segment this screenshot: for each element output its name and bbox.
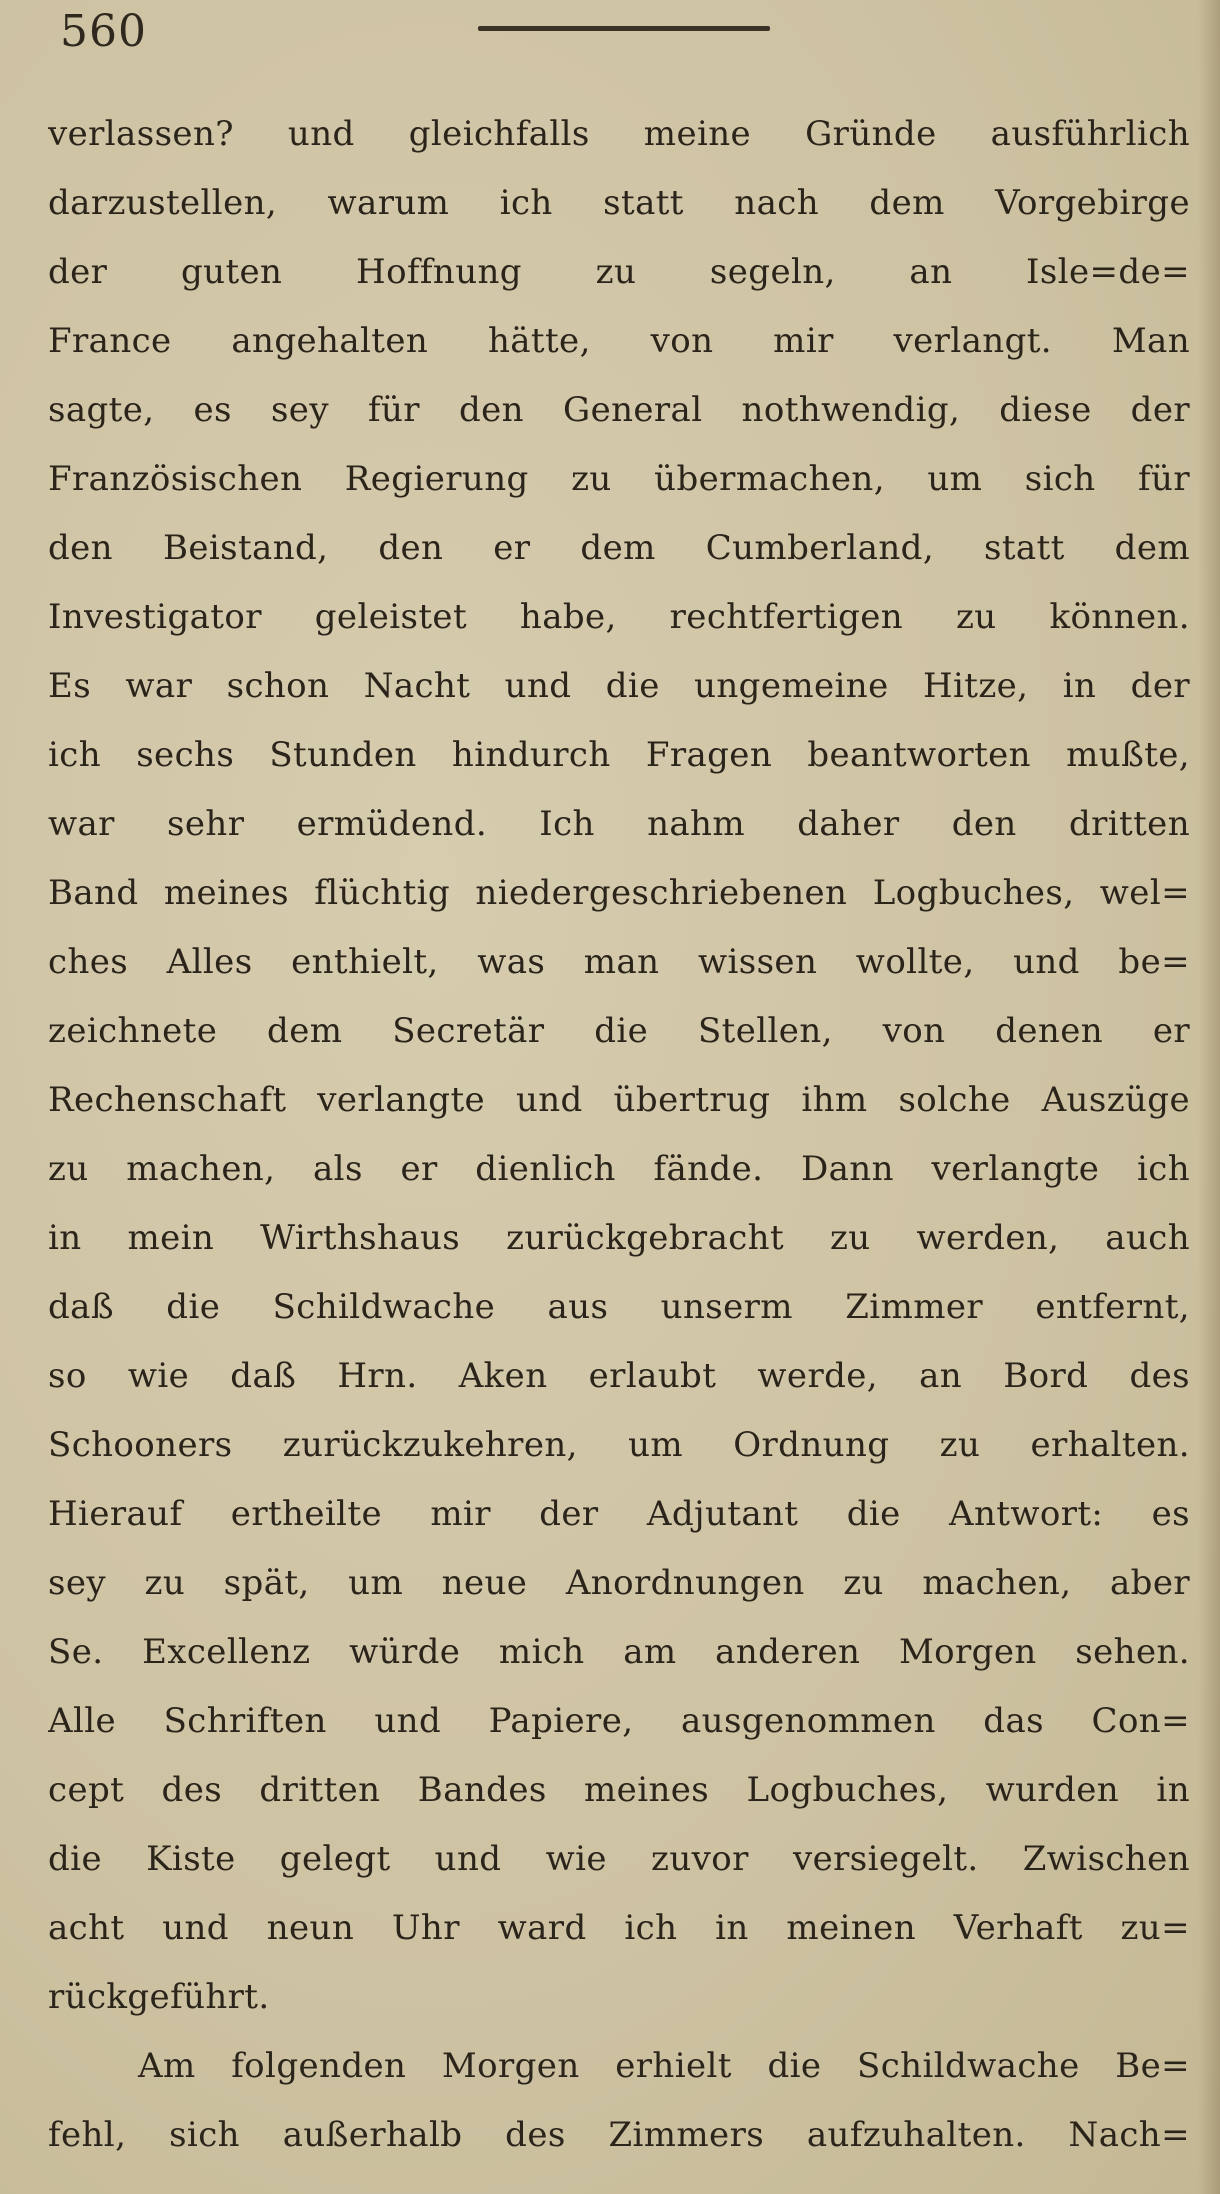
page-number: 560 bbox=[60, 6, 147, 57]
body-text bbox=[48, 100, 1190, 2170]
text-line: Französischen Regierung zu übermachen, um sich für bbox=[48, 459, 1190, 499]
text-line: France angehalten hätte, von mir verlangt. Man bbox=[48, 321, 1190, 361]
text-line: Alle Schriften und Papiere, ausgenommen das Con= bbox=[48, 1701, 1190, 1741]
text-line: Investigator geleistet habe, rechtfertigen zu können. bbox=[48, 597, 1190, 637]
text-line: Rechenschaft verlangte und übertrug ihm solche Auszüge bbox=[48, 1080, 1190, 1120]
text-line: daß die Schildwache aus unserm Zimmer entfernt, bbox=[48, 1287, 1190, 1327]
text-line: fehl, sich außerhalb des Zimmers aufzuhalten. Nach= bbox=[48, 2115, 1190, 2155]
text-line: war sehr ermüdend. Ich nahm daher den dritten bbox=[48, 804, 1190, 844]
text-line: sey zu spät, um neue Anordnungen zu machen, aber bbox=[48, 1563, 1190, 1603]
text-line: zu machen, als er dienlich fände. Dann verlangte ich bbox=[48, 1149, 1190, 1189]
text-line: verlassen? und gleichfalls meine Gründe ausführlich bbox=[48, 114, 1190, 154]
text-line-paragraph-end: rückgeführt. bbox=[48, 1977, 270, 2017]
text-line: Schooners zurückzukehren, um Ordnung zu erhalten. bbox=[48, 1425, 1190, 1465]
text-line: Se. Excellenz würde mich am anderen Morgen sehen. bbox=[48, 1632, 1190, 1672]
text-line: Es war schon Nacht und die ungemeine Hitze, in der bbox=[48, 666, 1190, 706]
page-edge-shadow bbox=[1198, 0, 1220, 2194]
text-line: der guten Hoffnung zu segeln, an Isle=de= bbox=[48, 252, 1190, 292]
text-line: in mein Wirthshaus zurückgebracht zu werden, auch bbox=[48, 1218, 1190, 1258]
text-line: Hierauf ertheilte mir der Adjutant die Antwort: es bbox=[48, 1494, 1190, 1534]
text-line: so wie daß Hrn. Aken erlaubt werde, an Bord des bbox=[48, 1356, 1190, 1396]
header-rule bbox=[478, 26, 770, 31]
text-line: darzustellen, warum ich statt nach dem Vorgebirge bbox=[48, 183, 1190, 223]
text-line: ches Alles enthielt, was man wissen wollte, und be= bbox=[48, 942, 1190, 982]
text-line: cept des dritten Bandes meines Logbuches, wurden in bbox=[48, 1770, 1190, 1810]
text-line: zeichnete dem Secretär die Stellen, von denen er bbox=[48, 1011, 1190, 1051]
page-header bbox=[60, 4, 1180, 64]
text-line: sagte, es sey für den General nothwendig, diese der bbox=[48, 390, 1190, 430]
text-line: Band meines flüchtig niedergeschriebenen Logbuches, wel= bbox=[48, 873, 1190, 913]
text-line-paragraph-start: Am folgenden Morgen erhielt die Schildwache Be= bbox=[138, 2046, 1190, 2086]
text-line: die Kiste gelegt und wie zuvor versiegelt. Zwischen bbox=[48, 1839, 1190, 1879]
text-line: ich sechs Stunden hindurch Fragen beantworten mußte, bbox=[48, 735, 1190, 775]
text-line: acht und neun Uhr ward ich in meinen Verhaft zu= bbox=[48, 1908, 1190, 1948]
text-line: den Beistand, den er dem Cumberland, statt dem bbox=[48, 528, 1190, 568]
